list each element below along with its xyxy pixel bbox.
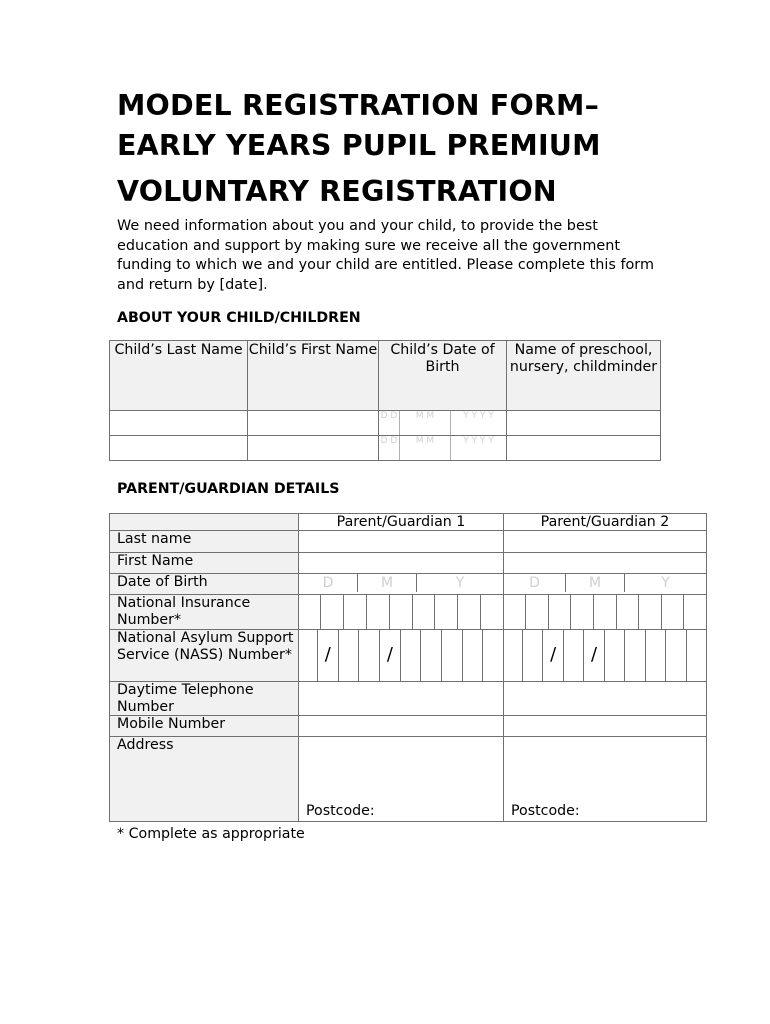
label-mobile: Mobile Number — [110, 716, 299, 737]
g2-nass-box[interactable] — [523, 630, 543, 681]
child-row-2 — [110, 436, 661, 461]
g2-nass-box[interactable] — [666, 630, 686, 681]
g2-mobile-input[interactable] — [504, 716, 707, 737]
g2-nass-box[interactable] — [564, 630, 584, 681]
row-mobile — [110, 716, 707, 737]
child2-setting-input[interactable] — [507, 436, 661, 461]
g2-postcode-label: Postcode: — [511, 803, 580, 819]
child1-dob-day[interactable]: D D — [379, 411, 400, 435]
child1-last-name-input[interactable] — [110, 411, 248, 436]
child2-last-name-input[interactable] — [110, 436, 248, 461]
child-table-header — [110, 341, 661, 411]
child2-dob-day[interactable]: D D — [379, 436, 400, 460]
g1-ni-box[interactable] — [413, 595, 436, 629]
g2-nass-box[interactable] — [605, 630, 625, 681]
g1-nass-box[interactable] — [299, 630, 318, 681]
child1-dob-input[interactable] — [379, 411, 507, 436]
guardian1-header: Parent/Guardian 1 — [299, 514, 504, 531]
g1-nass-box[interactable] — [339, 630, 360, 681]
col-last-name: Child’s Last Name — [110, 341, 248, 411]
g1-ni-input[interactable] — [299, 595, 504, 630]
parent-table — [109, 513, 707, 822]
g1-nass-box[interactable] — [421, 630, 442, 681]
row-nass — [110, 630, 707, 682]
g1-nass-box[interactable] — [483, 630, 503, 681]
title-line-2: EARLY YEARS PUPIL PREMIUM — [117, 129, 601, 162]
child1-setting-input[interactable] — [507, 411, 661, 436]
g1-dob-input[interactable] — [299, 574, 504, 595]
g1-ni-box[interactable] — [481, 595, 503, 629]
g1-nass-box[interactable] — [359, 630, 380, 681]
title-line-3: VOLUNTARY REGISTRATION — [117, 175, 557, 208]
g1-nass-input[interactable] — [299, 630, 504, 682]
child1-first-name-input[interactable] — [248, 411, 379, 436]
child-row-1 — [110, 411, 661, 436]
guardian2-header: Parent/Guardian 2 — [504, 514, 707, 531]
row-address — [110, 737, 707, 822]
g2-dob-year[interactable]: Y — [661, 575, 670, 591]
parent-section-heading: PARENT/GUARDIAN DETAILS — [117, 481, 340, 497]
g2-first-name-input[interactable] — [504, 553, 707, 574]
g2-ni-box[interactable] — [549, 595, 572, 629]
g1-nass-box[interactable] — [442, 630, 463, 681]
form-title — [117, 86, 717, 212]
g1-ni-box[interactable] — [321, 595, 344, 629]
row-dob — [110, 574, 707, 595]
g1-ni-box[interactable] — [299, 595, 321, 629]
label-dob: Date of Birth — [110, 574, 299, 595]
label-address: Address — [110, 737, 299, 822]
child-table — [109, 340, 661, 461]
g1-nass-separator: / — [380, 630, 401, 681]
g2-nass-box[interactable] — [504, 630, 523, 681]
g2-daytime-phone-input[interactable] — [504, 682, 707, 716]
g2-ni-box[interactable] — [684, 595, 706, 629]
intro-text: We need information about you and your child, to provide the best education and support by making sure we receive all the government funding to which we and your child are entitled. Please complete this form and return by [date]. — [117, 218, 654, 293]
label-last-name: Last name — [110, 531, 299, 553]
g2-nass-separator: / — [543, 630, 563, 681]
child1-dob-year[interactable]: Y Y Y Y — [463, 411, 494, 421]
row-last-name — [110, 531, 707, 553]
g2-ni-box[interactable] — [594, 595, 617, 629]
g1-ni-box[interactable] — [367, 595, 390, 629]
g1-ni-box[interactable] — [435, 595, 458, 629]
g1-ni-box[interactable] — [390, 595, 413, 629]
g2-nass-box[interactable] — [687, 630, 706, 681]
g2-ni-input[interactable] — [504, 595, 707, 630]
child2-dob-month[interactable]: M M — [400, 436, 451, 460]
col-setting: Name of preschool, nursery, childminder — [507, 341, 661, 411]
g1-dob-year[interactable]: Y — [455, 575, 465, 591]
g1-last-name-input[interactable] — [299, 531, 504, 553]
child1-dob-month[interactable]: M M — [400, 411, 451, 435]
label-ni: National Insurance Number* — [110, 595, 299, 630]
header-blank-cell — [110, 514, 299, 531]
g2-dob-input[interactable] — [504, 574, 707, 595]
g1-nass-box[interactable] — [463, 630, 484, 681]
g2-ni-box[interactable] — [639, 595, 662, 629]
g2-ni-box[interactable] — [571, 595, 594, 629]
g1-mobile-input[interactable] — [299, 716, 504, 737]
g2-nass-box[interactable] — [625, 630, 645, 681]
row-first-name — [110, 553, 707, 574]
g1-nass-separator: / — [318, 630, 339, 681]
title-line-1: MODEL REGISTRATION FORM– — [117, 89, 600, 122]
g2-ni-box[interactable] — [526, 595, 549, 629]
g1-dob-day[interactable]: D — [299, 574, 358, 592]
g1-nass-box[interactable] — [401, 630, 422, 681]
g1-ni-box[interactable] — [458, 595, 481, 629]
parent-table-header — [110, 514, 707, 531]
g1-address-input[interactable] — [299, 737, 504, 822]
child2-first-name-input[interactable] — [248, 436, 379, 461]
g2-nass-input[interactable] — [504, 630, 707, 682]
label-daytime-phone: Daytime Telephone Number — [110, 682, 299, 716]
label-nass: National Asylum Support Service (NASS) Number* — [110, 630, 299, 682]
g1-first-name-input[interactable] — [299, 553, 504, 574]
label-first-name: First Name — [110, 553, 299, 574]
row-ni — [110, 595, 707, 630]
g1-ni-box[interactable] — [344, 595, 367, 629]
g1-daytime-phone-input[interactable] — [299, 682, 504, 716]
g2-nass-box[interactable] — [646, 630, 666, 681]
g2-ni-box[interactable] — [504, 595, 526, 629]
child-section-heading: ABOUT YOUR CHILD/CHILDREN — [117, 310, 361, 326]
g2-dob-day[interactable]: D — [504, 574, 566, 592]
g2-ni-box[interactable] — [662, 595, 685, 629]
g2-dob-month[interactable]: M — [566, 574, 625, 592]
col-first-name: Child’s First Name — [248, 341, 379, 411]
child2-dob-input[interactable] — [379, 436, 507, 461]
g2-nass-separator: / — [584, 630, 604, 681]
col-dob: Child’s Date of Birth — [379, 341, 507, 411]
g2-ni-box[interactable] — [617, 595, 640, 629]
g1-postcode-label: Postcode: — [306, 803, 375, 819]
g2-last-name-input[interactable] — [504, 531, 707, 553]
row-daytime-phone — [110, 682, 707, 716]
child2-dob-year[interactable]: Y Y Y Y — [463, 436, 494, 446]
footnote: * Complete as appropriate — [117, 826, 305, 842]
g1-dob-month[interactable]: M — [358, 574, 417, 592]
g2-address-input[interactable] — [504, 737, 707, 822]
